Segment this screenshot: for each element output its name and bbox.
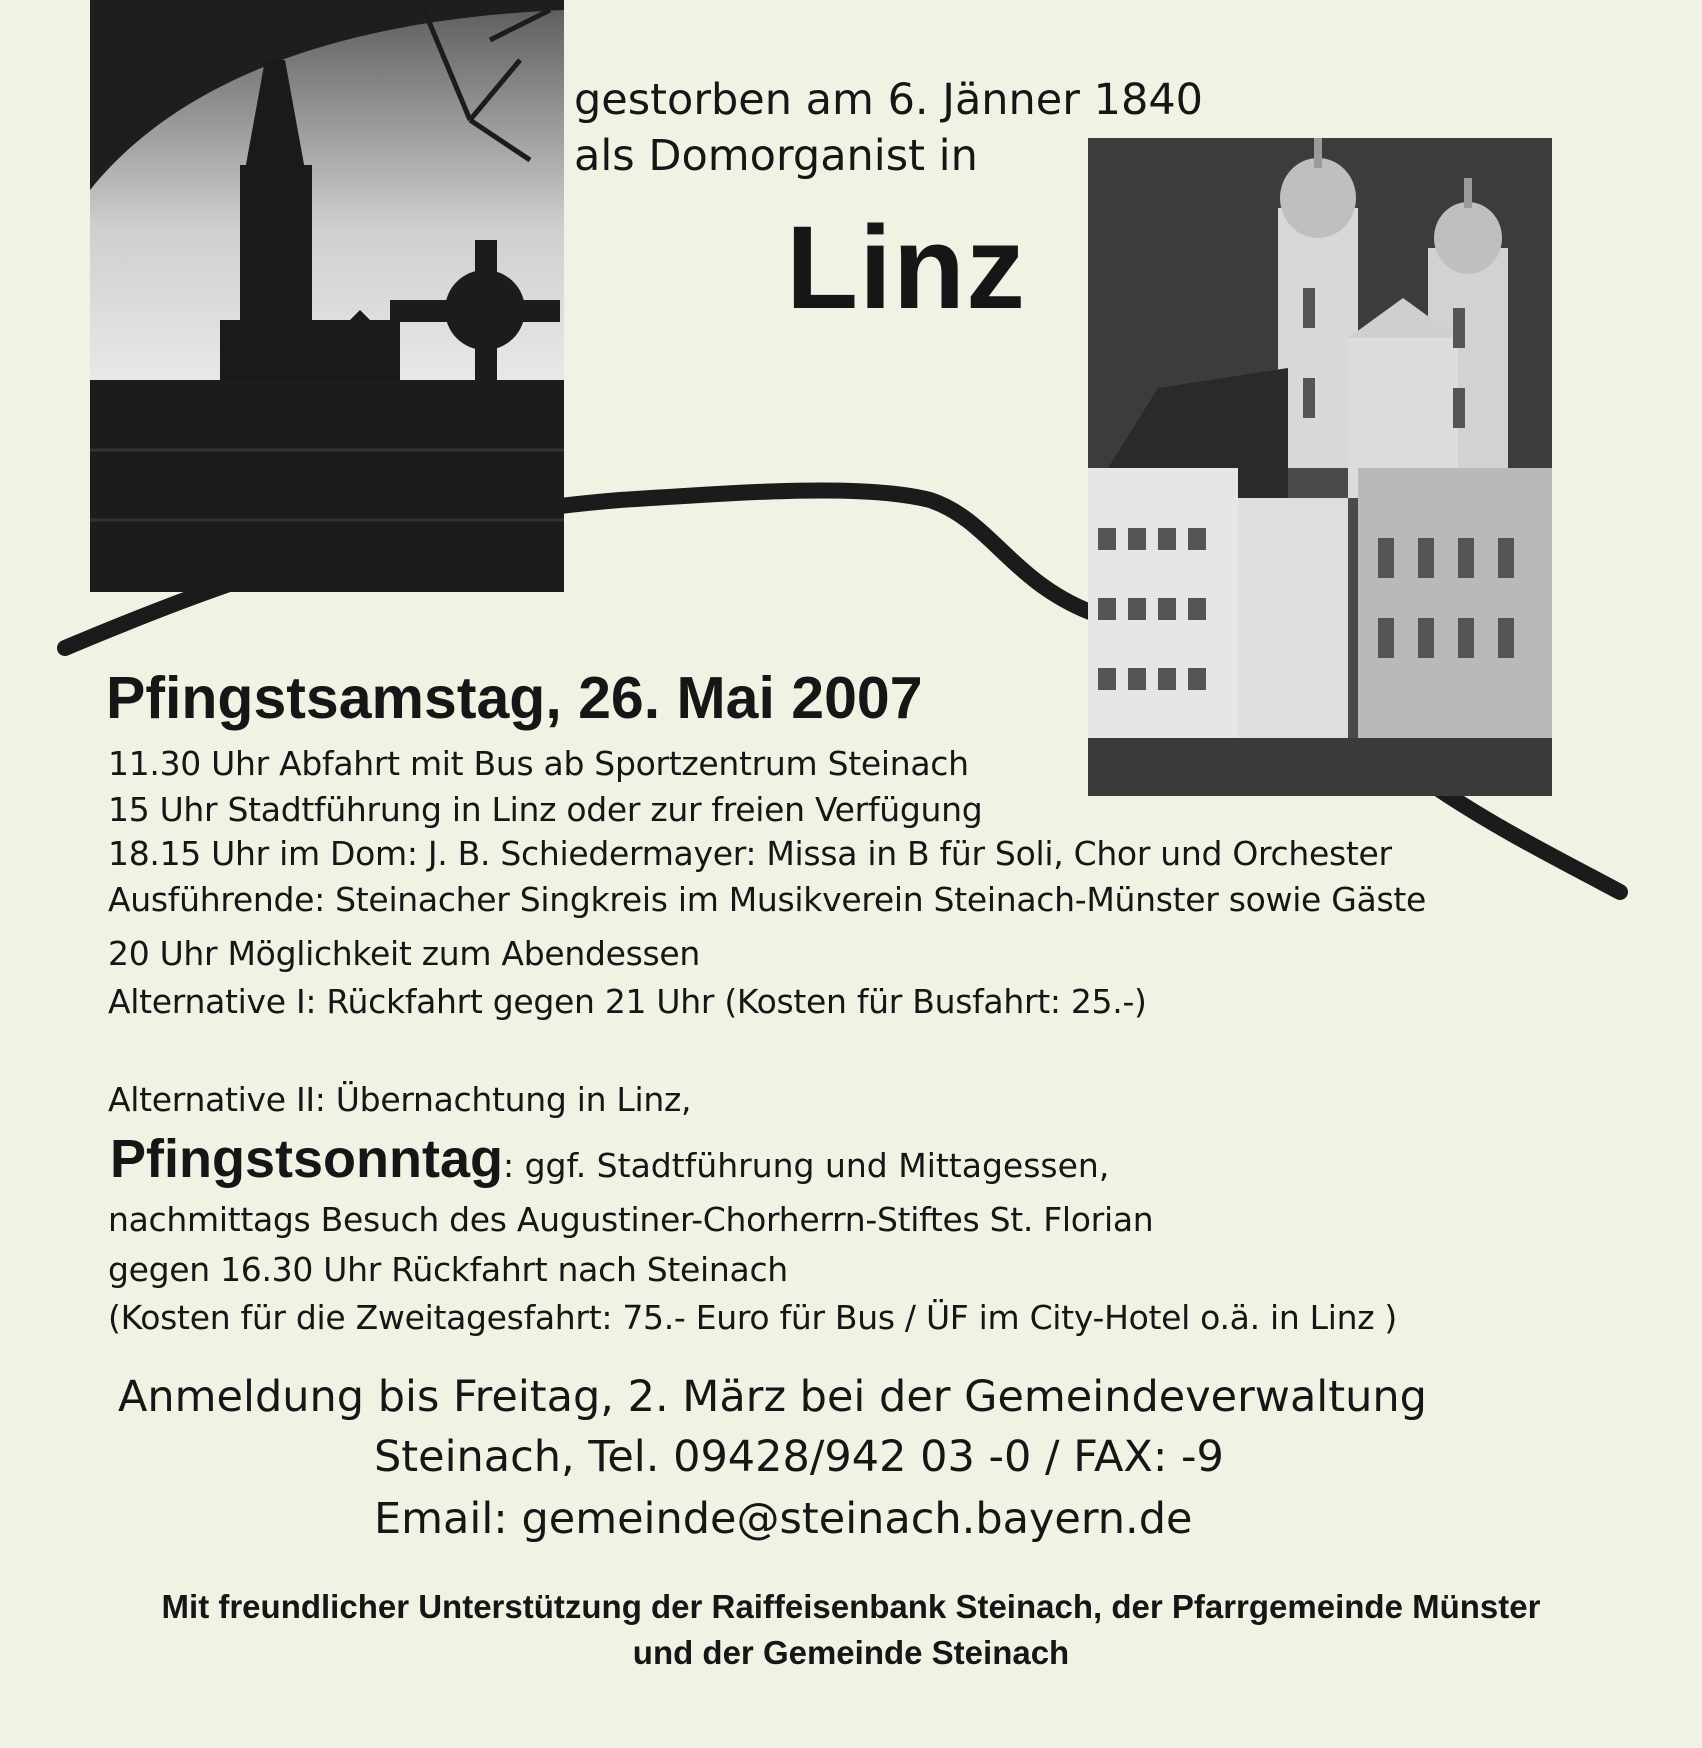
sunday-item-costs: (Kosten für die Zweitagesfahrt: 75.- Euro für Bus / ÜF im City-Hotel o.ä. in Linz ) xyxy=(108,1298,1398,1337)
death-date-line: gestorben am 6. Jänner 1840 xyxy=(574,75,1204,125)
saturday-heading: Pfingstsamstag, 26. Mai 2007 xyxy=(106,665,923,731)
alternative-2-intro: Alternative II: Übernachtung in Linz, xyxy=(108,1080,692,1119)
saturday-item-bus-departure: 11.30 Uhr Abfahrt mit Bus ab Sportzentrum Steinach xyxy=(108,744,969,783)
saturday-item-city-tour: 15 Uhr Stadtführung in Linz oder zur freien Verfügung xyxy=(108,790,983,829)
support-line-2: und der Gemeinde Steinach xyxy=(632,1634,1070,1671)
sunday-item-return: gegen 16.30 Uhr Rückfahrt nach Steinach xyxy=(108,1250,788,1289)
cathedral-square-photo xyxy=(1088,138,1552,796)
saturday-item-dinner: 20 Uhr Möglichkeit zum Abendessen xyxy=(108,934,701,973)
support-line-1: Mit freundlicher Unterstützung der Raiffeisenbank Steinach, der Pfarrgemeinde Münster xyxy=(161,1588,1541,1625)
city-title: Linz xyxy=(786,202,1026,334)
registration-line-1: Anmeldung bis Freitag, 2. März bei der Gemeindeverwaltung xyxy=(118,1372,1427,1422)
sunday-heading-line xyxy=(110,1128,1109,1190)
registration-email: Email: gemeinde@steinach.bayern.de xyxy=(374,1494,1193,1544)
sunday-item-st-florian: nachmittags Besuch des Augustiner-Chorherrn-Stiftes St. Florian xyxy=(108,1200,1154,1239)
organist-role-line: als Domorganist in xyxy=(574,131,978,181)
sunday-heading: Pfingstsonntag xyxy=(110,1129,503,1189)
church-silhouette-photo xyxy=(90,0,564,592)
registration-phone-fax: Steinach, Tel. 09428/942 03 -0 / FAX: -9 xyxy=(374,1432,1224,1482)
sunday-heading-suffix: : ggf. Stadtführung und Mittagessen, xyxy=(502,1146,1110,1185)
saturday-item-performers: Ausführende: Steinacher Singkreis im Musikverein Steinach-Münster sowie Gäste xyxy=(108,880,1426,919)
saturday-item-mass: 18.15 Uhr im Dom: J. B. Schiedermayer: Missa in B für Soli, Chor und Orchester xyxy=(108,834,1392,873)
saturday-item-alternative-1: Alternative I: Rückfahrt gegen 21 Uhr (Kosten für Busfahrt: 25.-) xyxy=(108,982,1147,1021)
